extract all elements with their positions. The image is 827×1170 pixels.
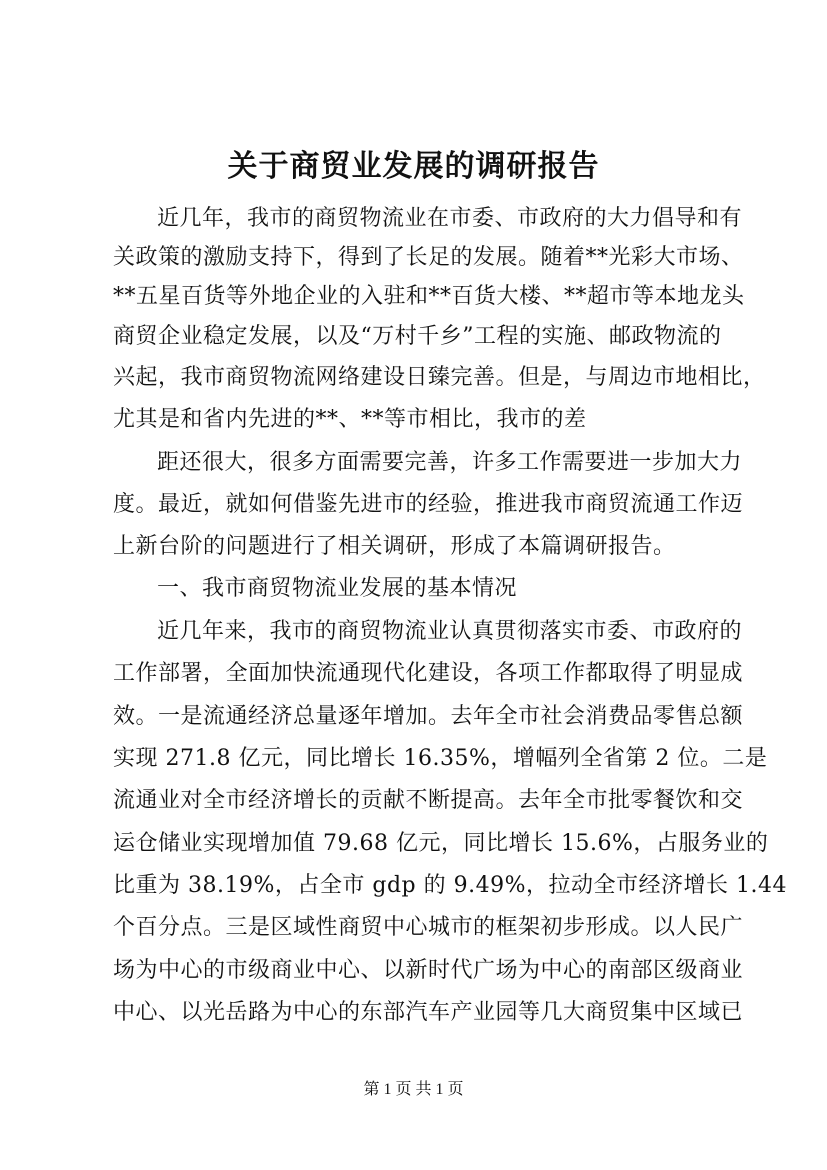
paragraph-1-line-6: 尤其是和省内先进的**、**等市相比，我市的差 xyxy=(113,407,587,432)
paragraph-1-line-3: **五星百货等外地企业的入驻和**百货大楼、**超市等本地龙头 xyxy=(113,284,745,309)
paragraph-3-line-5: 流通业对全市经济增长的贡献不断提高。去年全市批零餐饮和交 xyxy=(113,788,744,813)
paragraph-3-line-9: 场为中心的市级商业中心、以新时代广场为中心的南部区级商业 xyxy=(113,958,744,983)
paragraph-1-line-1: 近几年，我市的商贸物流业在市委、市政府的大力倡导和有 xyxy=(157,206,743,231)
paragraph-3-line-2: 工作部署，全面加快流通现代化建设，各项工作都取得了明显成 xyxy=(113,661,744,686)
paragraph-2-line-3: 上新台阶的问题进行了相关调研，形成了本篇调研报告。 xyxy=(113,534,676,559)
paragraph-3-line-8: 个百分点。三是区域性商贸中心城市的框架初步形成。以人民广 xyxy=(113,915,744,940)
section-heading-1: 一、我市商贸物流业发展的基本情况 xyxy=(157,576,518,601)
paragraph-1-line-4: 商贸企业稳定发展，以及“万村千乡”工程的实施、邮政物流的 xyxy=(113,324,722,349)
paragraph-3-line-10: 中心、以光岳路为中心的东部汽车产业园等几大商贸集中区域已 xyxy=(113,1000,744,1025)
paragraph-3-line-4: 实现 271.8 亿元，同比增长 16.35%，增幅列全省第 2 位。二是 xyxy=(113,746,768,771)
page-number-footer: 第 1 页 共 1 页 xyxy=(363,1081,464,1098)
paragraph-3-line-3: 效。一是流通经济总量逐年增加。去年全市社会消费品零售总额 xyxy=(113,704,744,729)
paragraph-2-line-2: 度。最近，就如何借鉴先进市的经验，推进我市商贸流通工作迈 xyxy=(113,492,744,517)
paragraph-3-line-6: 运仓储业实现增加值 79.68 亿元，同比增长 15.6%，占服务业的 xyxy=(113,831,769,856)
paragraph-1-line-2: 关政策的激励支持下，得到了长足的发展。随着**光彩大市场、 xyxy=(113,245,744,270)
paragraph-2-line-1: 距还很大，很多方面需要完善，许多工作需要进一步加大力 xyxy=(157,450,743,475)
paragraph-1-line-5: 兴起，我市商贸物流网络建设日臻完善。但是，与周边市地相比， xyxy=(113,365,766,390)
paragraph-3-line-1: 近几年来，我市的商贸物流业认真贯彻落实市委、市政府的 xyxy=(157,619,743,644)
document-title: 关于商贸业发展的调研报告 xyxy=(227,149,600,184)
paragraph-3-line-7: 比重为 38.19%，占全市 gdp 的 9.49%，拉动全市经济增长 1.44 xyxy=(113,873,787,898)
